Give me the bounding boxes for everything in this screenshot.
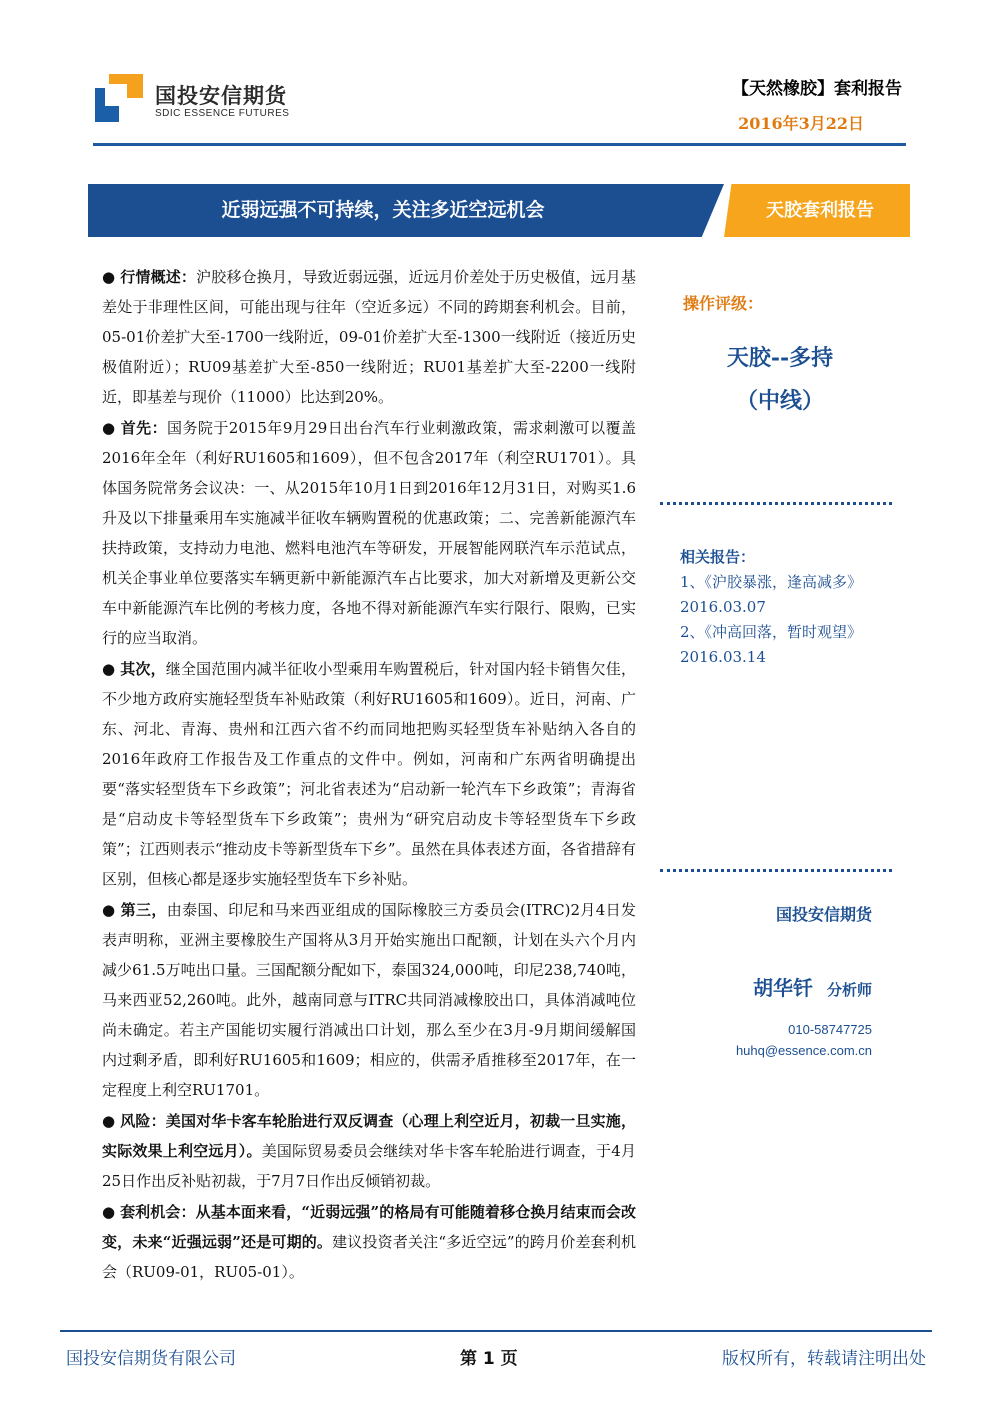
- paragraph-third: [102, 895, 636, 1105]
- rating-label: 操作评级：: [683, 294, 764, 313]
- paragraph-text: 建议投资者关注“多近空远”的跨月价差套利机会（RU09-01，RU05-01）。: [102, 1233, 636, 1281]
- related-report-link[interactable]: 2、《冲高回落，暂时观望》2016.03.14: [680, 623, 863, 666]
- related-report-link[interactable]: 1、《沪胶暴涨，逢高减多》2016.03.07: [680, 573, 863, 616]
- report-date: 2016年3月22日: [738, 114, 864, 133]
- paragraph-sep: ：: [151, 419, 168, 437]
- paragraph-bold-text: 美国对华卡客车轮胎进行双反调查（心理上利空近月，初裁一旦实施，实际效果上利空远月）。: [102, 1112, 636, 1160]
- paragraph-sep: ，: [150, 660, 166, 678]
- sidebar-divider: [660, 502, 892, 505]
- paragraph-text: 继全国范围内减半征收小型乘用车购置税后，针对国内轻卡销售欠佳，不少地方政府实施轻型货车补贴政策（利好RU1605和1609）。近日，河南、广东、河北、青海、贵州和江西六省不约而同地把购买轻型货车补贴纳入各自的2016年政府工作报告及工作重点的文件中。例如，河南和广东两省明确提出要“落实轻型货车下乡政策”；河北省表述为“启动新一轮汽车下乡政策”；青海省是“启动皮卡等轻型货车下乡政策”；贵州为“研究启动皮卡等轻型货车下乡政策”；江西则表示“推动皮卡等新型货车下乡”。虽然在具体表述方面，各省措辞有区别，但核心都是逐步实施轻型货车下乡补贴。: [102, 660, 636, 888]
- main-body: [102, 262, 636, 1288]
- bullet-icon: ●: [102, 268, 116, 286]
- analyst-phone: 010-58747725: [788, 1022, 872, 1037]
- paragraph-lead: 风险: [120, 1112, 151, 1130]
- bullet-icon: ●: [102, 660, 116, 678]
- paragraph-lead: 首先: [120, 419, 152, 437]
- rating-term: （中线）: [735, 388, 824, 414]
- paragraph-lead: 行情概述: [120, 268, 181, 286]
- footer-company: 国投安信期货有限公司: [66, 1349, 236, 1369]
- analyst-info: [700, 972, 872, 1001]
- report-title: 近弱远强不可持续，关注多近空远机会: [221, 199, 545, 221]
- paragraph-sep: ：: [180, 1203, 196, 1221]
- bullet-icon: ●: [102, 901, 116, 919]
- paragraph-text: 沪胶移仓换月，导致近弱远强，近远月价差处于历史极值，远月基差处于非理性区间，可能出现与往年（空近多远）不同的跨期套利机会。目前，05-01价差扩大至-1700一线附近，09-01价差扩大至-1300一线附近（接近历史极值附近）；RU09基差扩大至-850一线附近；RU01基差扩大至-2200一线附近，即基差与现价（11000）比达到20%。: [102, 268, 636, 406]
- paragraph-sep: ：: [150, 1112, 166, 1130]
- rating-value: 天胶--多持: [726, 345, 834, 371]
- paragraph-lead: 套利机会: [120, 1203, 181, 1221]
- logo-mark-icon: [95, 74, 145, 124]
- logo-text-en: SDIC ESSENCE FUTURES: [155, 108, 290, 119]
- bullet-icon: ●: [102, 419, 116, 437]
- analyst-role: 分析师: [826, 981, 872, 999]
- header-divider: [93, 143, 906, 146]
- report-category: 【天然橡胶】套利报告: [732, 79, 902, 99]
- paragraph-lead: 其次: [120, 660, 151, 678]
- logo-text-cn: 国投安信期货: [155, 84, 287, 108]
- bullet-icon: ●: [102, 1112, 116, 1130]
- paragraph-sep: ，: [151, 901, 167, 919]
- analyst-email[interactable]: huhq@essence.com.cn: [735, 1043, 872, 1058]
- paragraph-text: 国务院于2015年9月29日出台汽车行业刺激政策，需求刺激可以覆盖2016年全年（利好RU1605和1609），但不包含2017年（利空RU1701）。具体国务院常务会议决：一、从2015年10月1日到2016年12月31日，对购买1.6升及以下排量乘用车实施减半征收车辆购置税的优惠政策；二、完善新能源汽车扶持政策，支持动力电池、燃料电池汽车等研发，开展智能网联汽车示范试点，机关企事业单位要落实车辆更新中新能源汽车占比要求，加大对新增及更新公交车中新能源汽车比例的考核力度，各地不得对新能源汽车实行限行、限购，已实行的应当取消。: [102, 419, 636, 647]
- paragraph-risk: [102, 1106, 636, 1196]
- paragraph-second: [102, 654, 636, 894]
- paragraph-text: 美国际贸易委员会继续对华卡客车轮胎进行调查，于4月25日作出反补贴初裁，于7月7日作出反倾销初裁。: [102, 1142, 636, 1190]
- paragraph-text: 由泰国、印尼和马来西亚组成的国际橡胶三方委员会(ITRC)2月4日发表声明称，亚洲主要橡胶生产国将从3月开始实施出口配额，计划在头六个月内减少61.5万吨出口量。三国配额分配如下，泰国324,000吨，印尼238,740吨，马来西亚52,260吨。此外，越南同意与ITRC共同消减橡胶出口，具体消减吨位尚未确定。若主产国能切实履行消减出口计划，那么至少在3月-9月期间缓解国内过剩矛盾，即利好RU1605和1609；相应的，供需矛盾推移至2017年，在一定程度上利空RU1701。: [102, 901, 636, 1099]
- bullet-icon: ●: [102, 1203, 116, 1221]
- paragraph-lead: 第三: [120, 901, 152, 919]
- paragraph-bold-text: 从基本面来看，“近弱远强”的格局有可能随着移仓换月结束而会改变，未来“近强远弱”还是可期的。: [102, 1203, 636, 1251]
- page-number: 第 1 页: [460, 1349, 518, 1369]
- report-tag: 天胶套利报告: [766, 200, 874, 221]
- paragraph-sep: ：: [180, 268, 197, 286]
- sidebar-company: 国投安信期货: [775, 905, 872, 924]
- related-reports-title: 相关报告：: [680, 548, 756, 566]
- paragraph-first: [102, 413, 636, 653]
- footer-copyright: 版权所有，转载请注明出处: [722, 1349, 926, 1369]
- sidebar-divider: [660, 869, 892, 872]
- analyst-name: 胡华钎: [752, 976, 813, 1000]
- paragraph-opportunity: [102, 1197, 636, 1287]
- company-logo: [95, 72, 305, 128]
- footer-divider: [60, 1330, 932, 1332]
- paragraph-overview: [102, 262, 636, 412]
